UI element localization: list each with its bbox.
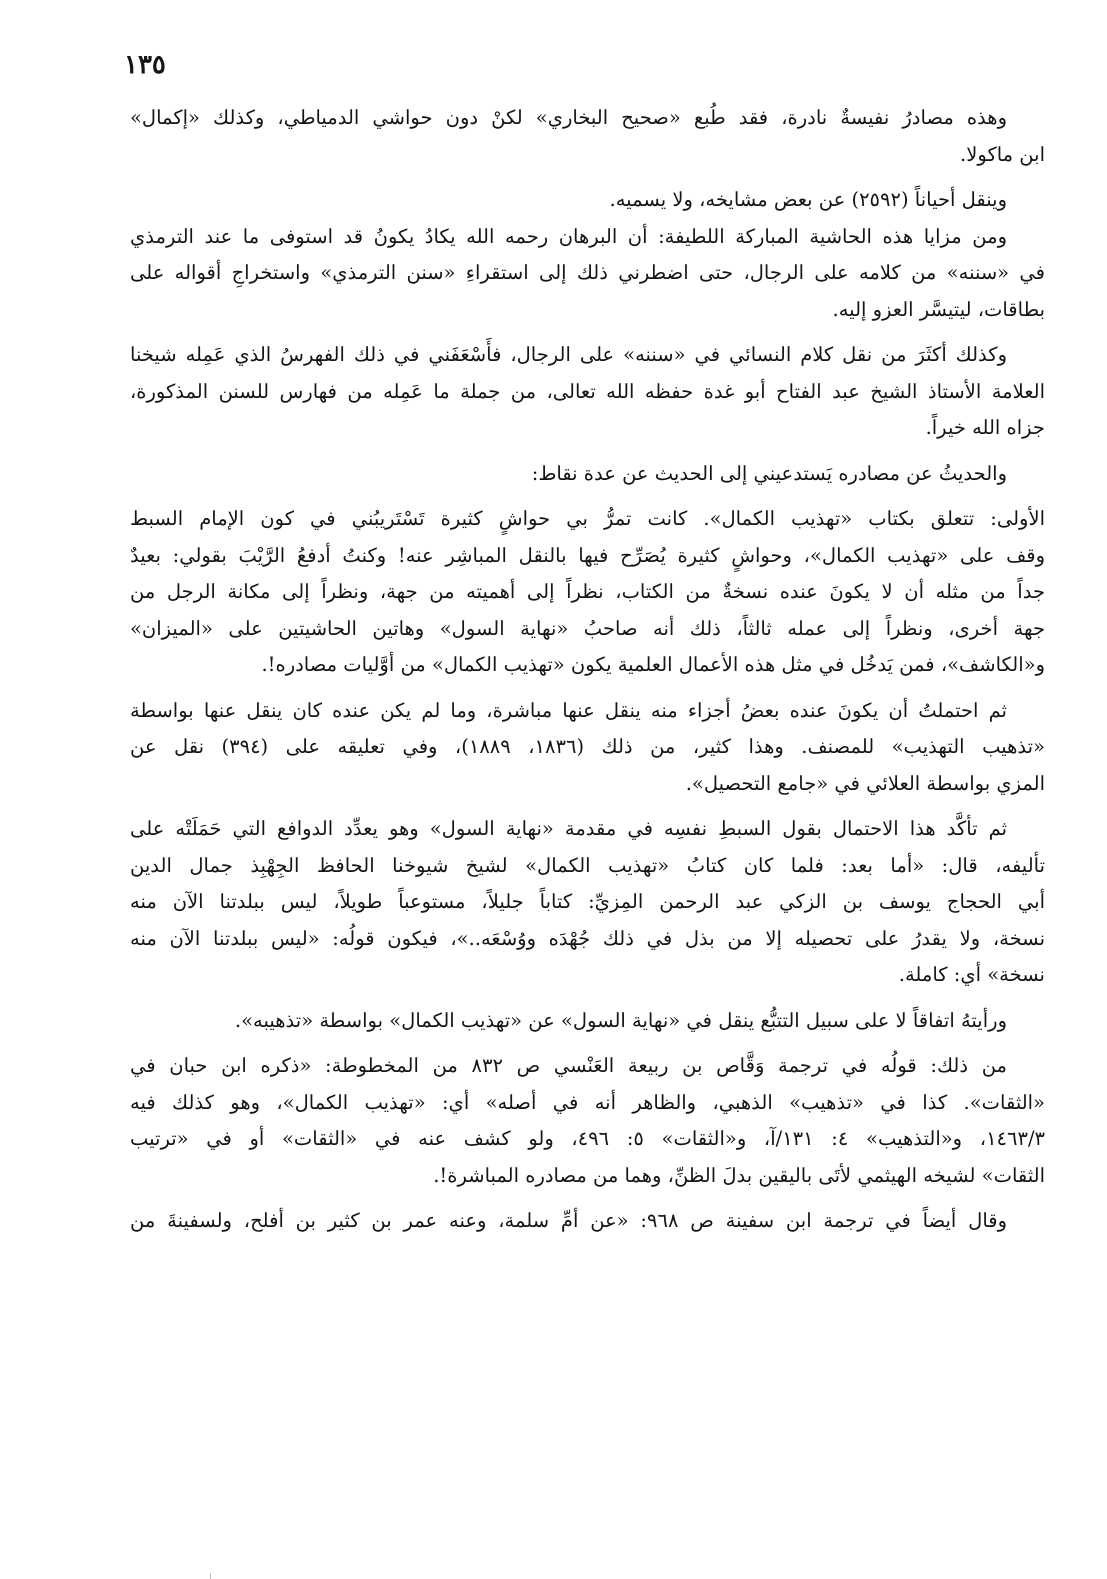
text-line: ١٤٦٣/٣، و«التذهيب» ٤: ١٣١/آ، و«الثقات» ٥: ٤٩٦، ولو كشف عنه في «الثقات» أو في «ترتيب: [130, 1127, 1046, 1150]
paragraph-points-intro: [130, 456, 1045, 493]
paragraph-nasai: [130, 337, 1045, 447]
text-line: وقال أيضاً في ترجمة ابن سفينة ص ٩٦٨: «عن أمِّ سلمة، وعنه عمر بن كثير بن أفلح، ولسفينةَ من: [130, 1209, 1008, 1232]
text-line: الثقات» لشيخه الهيثمي لأتَى باليقين بدلَ الظنِّ، وهما من مصادره المباشرة!.: [433, 1163, 1045, 1187]
text-line: وكذلك أكثَرَ من نقل كلام النسائي في «سننه» على الرجال، فأَسْعَفَني في ذلك الفهرسُ الذي عَمِله شيخنا: [130, 343, 1007, 366]
text-line: المزي بواسطة العلائي في «جامع التحصيل».: [685, 771, 1045, 795]
page-body: [130, 100, 1045, 1240]
text-line: ومن مزايا هذه الحاشية المباركة اللطيفة: أن البرهان رحمه الله يكادُ يكونُ قد استوفى ما عند الترمذي: [130, 224, 1007, 248]
text-line: وقف على «تهذيب الكمال»، وحواشٍ كثيرة يُصَرِّح فيها بالنقل المباشِر عنه! وكنتُ أدفعُ الرَّيْبَ بقولي: بعيدٌ: [130, 543, 1045, 567]
scan-mark: [210, 1573, 211, 1579]
paragraph-first-point: [130, 501, 1045, 684]
text-line: أبي الحجاج يوسف بن الزكي عبد الرحمن المِزيِّ: كتاباً جليلاً، مستوعباً طويلاً، ليس ببلدتنا الآن منه: [130, 890, 1045, 913]
text-line: و«الكاشف»، فمن يَدخُل في مثل هذه الأعمال العلمية يكون «تهذيب الكمال» من أوَّليات مصادره!.: [261, 653, 1045, 676]
text-line: العلامة الأستاذ الشيخ عبد الفتاح أبو غدة حفظه الله تعالى، من جملة ما عَمِله من فهارس للسنن المذكورة،: [130, 379, 1045, 403]
paragraph-confirmation: [130, 811, 1045, 994]
paragraph-possibility: [130, 693, 1045, 803]
text-line: الأولى: تتعلق بكتاب «تهذيب الكمال». كانت تمرُّ بي حواشٍ كثيرة تَسْتَريبُني في كون الإمام السبط: [130, 507, 1045, 530]
text-line: ثم احتملتُ أن يكونَ عنده بعضُ أجزاء منه ينقل عنها مباشرة، وما لم يكن عنده كان ينقل عنها بواسطة: [130, 698, 1007, 722]
paragraph-narration: [130, 182, 1045, 219]
text-line: جداً من مثله أن لا يكونَ عنده نسخةٌ من الكتاب، نظراً إلى أهميته من جهة، ونظراً إلى مكانة الرجل من: [130, 580, 1045, 603]
text-line: بطاقات، ليتيسَّر العزو إليه.: [832, 297, 1045, 321]
paragraph-merits: [130, 219, 1045, 329]
text-line: وهذه مصادرُ نفيسةٌ نادرة، فقد طُبع «صحيح البخاري» لكنْ دون حواشي الدمياطي، وكذلك «إكمال»: [130, 106, 1007, 129]
text-line: «تذهيب التهذيب» للمصنف. وهذا كثير، من ذلك (١٨٣٦، ١٨٨٩)، وفي تعليقه على (٣٩٤) نقل عن: [130, 735, 1045, 758]
text-line: والحديثُ عن مصادره يَستدعيني إلى الحديث عن عدة نقاط:: [531, 461, 1007, 485]
text-line: ثم تأكَّد هذا الاحتمال بقول السبطِ نفسِه في مقدمة «نهاية السول» وهو يعدِّد الدوافع التي حَمَلَتْه على: [130, 817, 1007, 840]
paragraph-example-safina: [130, 1203, 1045, 1240]
text-line: من ذلك: قولُه في ترجمة وَقَّاص بن ربيعة العَنْسي ص ٨٣٢ من المخطوطة: «ذكره ابن حبان في: [130, 1054, 1008, 1077]
paragraph-sources: [130, 100, 1045, 173]
page-number: ١٣٥: [124, 50, 166, 80]
text-line: وينقل أحياناً (٢٥٩٢) عن بعض مشايخه، ولا يسميه.: [609, 188, 1007, 211]
text-line: ابن ماكولا.: [960, 142, 1045, 166]
text-line: نسخة، ولا يقدرُ على تحصيله إلا من بذل في ذلك جُهْدَه ووُسْعَه..»، فيكون قولُه: «ليس ببلدتنا الآن منه: [130, 926, 1045, 950]
paragraph-observation: [130, 1003, 1045, 1040]
paragraph-example-waqqas: [130, 1048, 1045, 1194]
text-line: جهة أخرى، ونظراً إلى عمله ثالثاً، ذلك أنه صاحبُ «نهاية السول» وهاتين الحاشيتين على «الميزان»: [130, 616, 1045, 640]
text-line: تأليفه، قال: «أما بعد: فلما كان كتابُ «تهذيب الكمال» لشيخ شيوخنا الحافظ الجِهْبِذ جمال الدين: [130, 853, 1045, 877]
text-line: نسخة» أي: كاملة.: [898, 963, 1045, 986]
text-line: ورأيتهُ اتفاقاً لا على سبيل التتبُّع ينقل في «نهاية السول» عن «تهذيب الكمال» بواسطة «تذهيبه».: [234, 1008, 1007, 1032]
text-line: جزاه الله خيراً.: [925, 416, 1045, 439]
text-line: «الثقات». كذا في «تذهيب» الذهبي، والظاهر أنه في أصله» أي: «تهذيب الكمال»، وهو كذلك فيه: [130, 1090, 1045, 1114]
text-line: في «سننه» من كلامه على الرجال، حتى اضطرني ذلك إلى استقراءِ «سنن الترمذي» واستخراجِ أقواله على: [130, 261, 1045, 284]
